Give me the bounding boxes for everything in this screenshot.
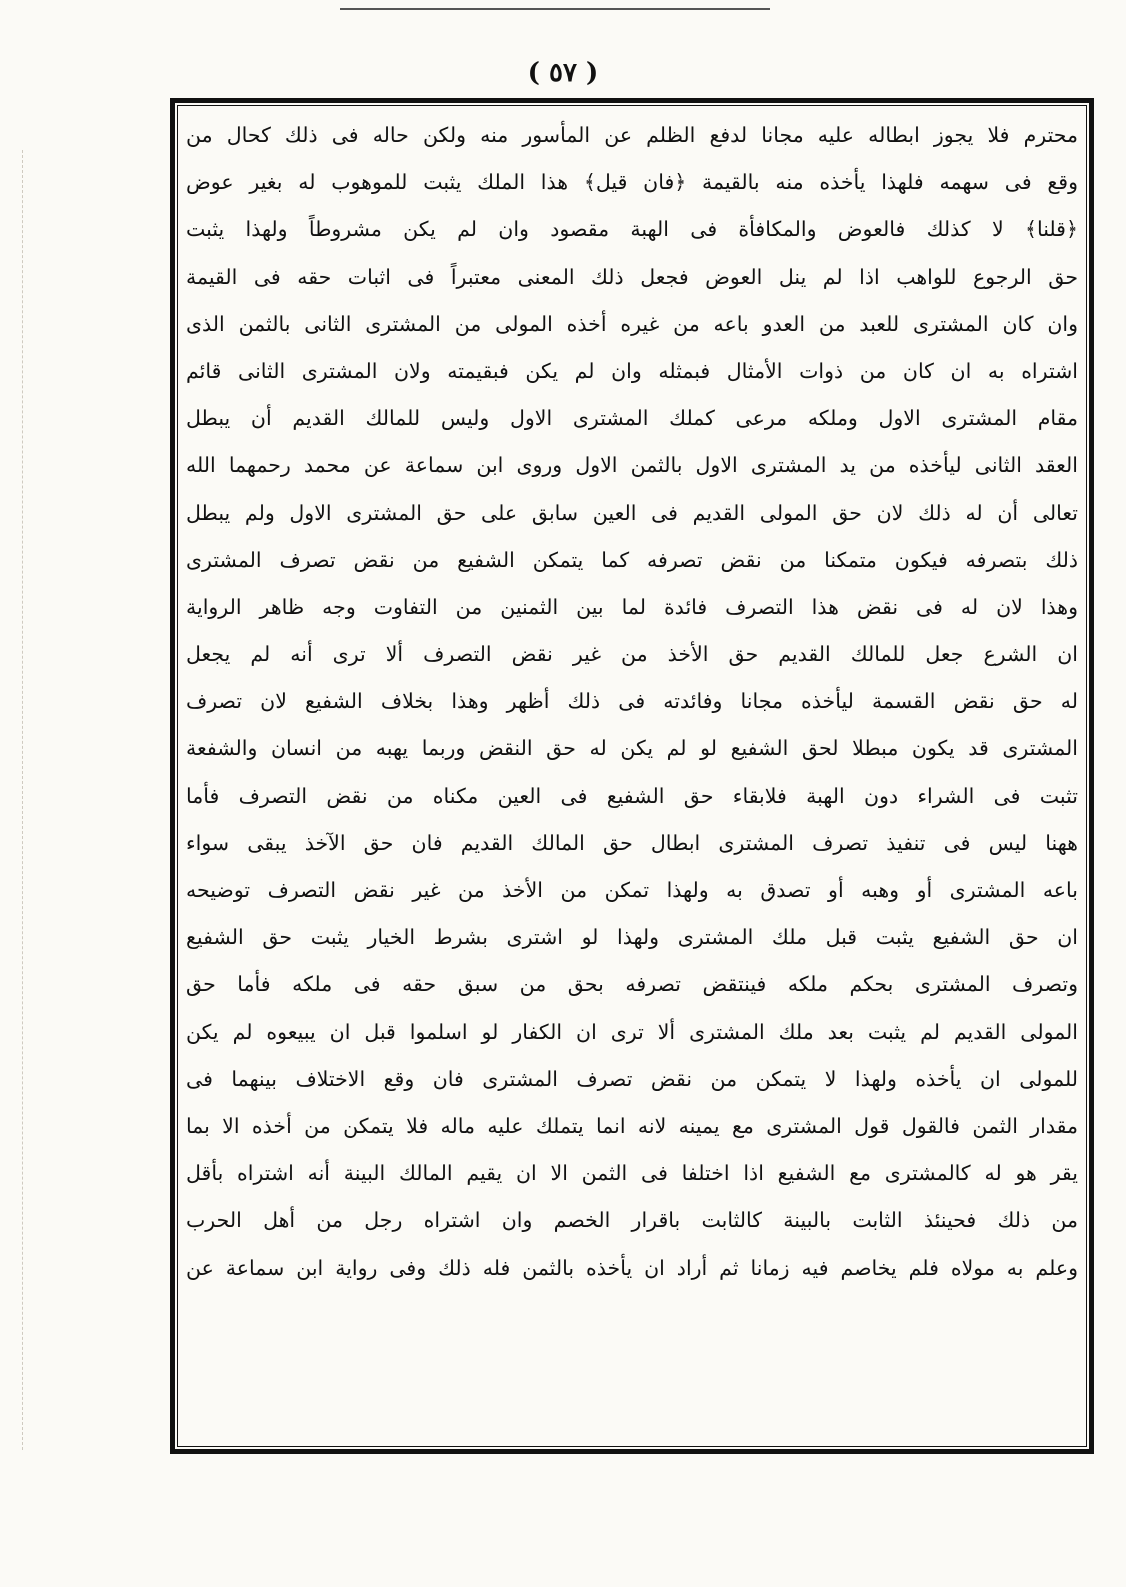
text-line: من ذلك فحينئذ الثابت بالبينة كالثابت باقرار الخصم وان اشتراه رجل من أهل الحرب — [186, 1208, 1078, 1233]
text-line: يقر هو له كالمشترى مع الشفيع اذا اختلفا فى الثمن الا ان يقيم المالك البينة أنه اشتراه بأقل — [186, 1161, 1078, 1186]
top-rule — [340, 8, 770, 10]
text-line: مقام المشترى الاول وملكه مرعى كملك المشترى الاول وليس للمالك القديم أن يبطل — [186, 406, 1078, 431]
text-line: المشترى قد يكون مبطلا لحق الشفيع لو لم يكن له حق النقض وربما يهبه من انسان والشفعة — [186, 736, 1078, 761]
text-line: العقد الثانى ليأخذه من يد المشترى الاول بالثمن الاول وروى ابن سماعة عن محمد رحمهما الله — [186, 453, 1078, 478]
text-line: ان حق الشفيع يثبت قبل ملك المشترى ولهذا لو اشترى بشرط الخيار يثبت حق الشفيع — [186, 925, 1078, 950]
text-line: له حق نقض القسمة ليأخذه مجانا وفائدته فى ذلك أظهر وهذا بخلاف الشفيع لان تصرف — [186, 689, 1078, 714]
text-line: وقع فى سهمه فلهذا يأخذه منه بالقيمة ﴿فان قيل﴾ هذا الملك يثبت للموهوب له بغير عوض — [186, 170, 1078, 195]
text-line: ان الشرع جعل للمالك القديم حق الأخذ من غير نقض التصرف ألا ترى أنه لم يجعل — [186, 642, 1078, 667]
text-line: باعه المشترى أو وهبه أو تصدق به ولهذا تمكن من الأخذ من غير نقض التصرف توضيحه — [186, 878, 1078, 902]
text-line: وان كان المشترى للعبد من العدو باعه من غيره أخذه المولى من المشترى الثانى بالثمن الذى — [186, 311, 1078, 336]
text-line: اشتراه به ان كان من ذوات الأمثال فبمثله وان لم يكن فبقيمته ولان المشترى الثانى قائم — [186, 358, 1078, 383]
text-line: ههنا ليس فى تنفيذ تصرف المشترى ابطال حق المالك القديم فان حق الآخذ يبقى سواء — [186, 830, 1078, 855]
text-line: للمولى ان يأخذه ولهذا لا يتمكن من نقض تصرف المشترى فان وقع الاختلاف بينهما فى — [186, 1066, 1078, 1091]
body-text — [186, 112, 1078, 1292]
text-line: حق الرجوع للواهب اذا لم ينل العوض فجعل ذلك المعنى معتبراً فى اثبات حقه فى القيمة — [186, 264, 1078, 289]
text-line: ﴿قلنا﴾ لا كذلك فالعوض والمكافأة فى الهبة مقصود وان لم يكن مشروطاً ولهذا يثبت — [186, 217, 1078, 242]
text-line: وتصرف المشترى بحكم ملكه فينتقض تصرفه بحق من سبق حقه فى ملكه فأما حق — [186, 972, 1078, 997]
scan-edge-line — [22, 150, 23, 1450]
page-number: ( ٥٧ ) — [527, 58, 599, 88]
text-line: وعلم به مولاه فلم يخاصم فيه زمانا ثم أراد ان يأخذه بالثمن فله ذلك وفى رواية ابن سماعة عن — [186, 1255, 1078, 1280]
text-line: محترم فلا يجوز ابطاله عليه مجانا لدفع الظلم عن المأسور منه ولكن حاله فى ذلك كحال من — [186, 123, 1078, 147]
text-line: تعالى أن له ذلك لان حق المولى القديم فى العين سابق على حق المشترى الاول ولم يبطل — [186, 500, 1078, 525]
text-line: مقدار الثمن فالقول قول المشترى مع يمينه لانه انما يتملك عليه ماله فلا يتمكن من أخذه الا بما — [186, 1113, 1078, 1138]
text-line: تثبت فى الشراء دون الهبة فلابقاء حق الشفيع فى العين مكناه من نقض التصرف فأما — [186, 783, 1078, 808]
text-line: المولى القديم لم يثبت بعد ملك المشترى ألا ترى ان الكفار لو اسلموا قبل ان يبيعوه لم يكن — [186, 1019, 1078, 1044]
text-line: وهذا لان له فى نقض هذا التصرف فائدة لما بين الثمنين من التفاوت وجه ظاهر الرواية — [186, 594, 1078, 619]
text-line: ذلك بتصرفه فيكون متمكنا من نقض تصرفه كما يتمكن الشفيع من نقض تصرف المشترى — [186, 547, 1078, 572]
